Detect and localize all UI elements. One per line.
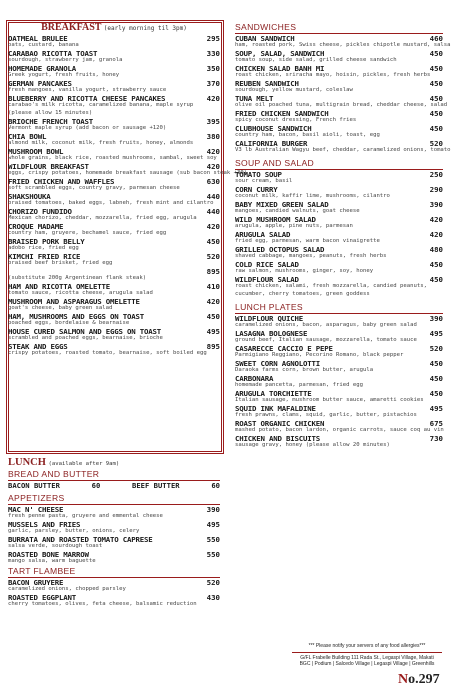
menu-item <box>8 328 220 335</box>
menu-item <box>235 80 443 87</box>
menu-item <box>235 216 443 223</box>
menu-item-name: WILDFLOUR BREAKFAST <box>8 161 89 171</box>
menu-item-description: olive oil poached tuna, multigrain bread, cheddar cheese, salad <box>235 101 448 108</box>
menu-item-description: almond milk, coconut milk, fresh fruits, honey, almonds <box>8 139 194 146</box>
menu-item-description: soft scrambled eggs, country gravy, parmesan cheese <box>8 184 180 191</box>
breakfast-list <box>8 34 248 356</box>
menu-item-name: COLD RICE SALAD <box>235 259 299 269</box>
menu-item-name: CHICKEN AND BISCUITS <box>235 433 320 443</box>
menu-item-price: 390 <box>206 505 220 514</box>
menu-item-name: BABY MIXED GREEN SALAD <box>235 199 329 209</box>
menu-item-name: CARBONARA <box>235 373 274 383</box>
menu-item-price: 520 <box>429 138 443 148</box>
menu-item-price: 480 <box>429 244 443 254</box>
menu-item-name: HAM AND RICOTTA OMELETTE <box>8 281 110 291</box>
menu-item-price: 895 <box>206 341 220 351</box>
menu-item <box>8 35 220 42</box>
menu-item <box>235 110 443 117</box>
menu-item-name: HAM, MUSHROOMS AND EGGS ON TOAST <box>8 311 144 321</box>
menu-item-description: salsa verde, sourdough toast <box>8 542 103 549</box>
menu-item-price: 295 <box>206 34 220 43</box>
breakfast-heading <box>8 22 220 33</box>
menu-item-name: STEAK AND EGGS <box>8 341 68 351</box>
menu-item-description: sour cream, basil <box>235 177 293 184</box>
menu-item-name: BRAISED PORK BELLY <box>8 236 85 246</box>
menu-item <box>235 435 443 442</box>
lunch-title: LUNCH <box>8 457 46 468</box>
allergy-note: *** Please notify your servers of any food allergies*** <box>308 643 426 649</box>
menu-item-name: FRIED CHICKEN SANDWICH <box>235 108 329 118</box>
menu-item-price: 390 <box>429 199 443 209</box>
menu-item <box>8 253 220 260</box>
menu-item <box>8 313 220 320</box>
menu-item-description: country ham, bacon, basil aioli, toast, egg <box>235 131 380 138</box>
menu-item <box>8 65 220 72</box>
menu-item-name: GERMAN PANCAKES <box>8 78 72 88</box>
menu-item-description: Greek yogurt, fresh fruits, honey <box>8 71 120 78</box>
menu-item-price: 450 <box>429 274 443 284</box>
menu-item-name: ROASTED EGGPLANT <box>8 592 76 602</box>
menu-item-price: 395 <box>206 116 220 126</box>
menu-item-name: FRIED CHICKEN AND WAFFLES <box>8 176 115 186</box>
menu-item-name: HOUSE CURED SALMON AND EGGS ON TOAST <box>8 326 161 336</box>
menu-item-price: 420 <box>206 221 220 231</box>
menu-item <box>8 148 220 155</box>
menu-item-price: 550 <box>206 549 220 559</box>
menu-item-description: cherry tomatoes, olives, feta cheese, balsamic reduction <box>8 600 197 607</box>
menu-item-name: HOMEMADE GRANOLA <box>8 63 76 73</box>
lunch-column <box>8 454 220 609</box>
menu-item <box>235 345 443 352</box>
menu-item-name: CHICKEN SALAD BANH MI <box>235 63 325 73</box>
menu-item <box>235 140 443 147</box>
bread-item-1-price: 60 <box>91 481 101 490</box>
address: G/FL Frabelle Building 111 Rada St., Legaspi Village, Makati <box>300 654 434 661</box>
tart-list <box>8 579 220 608</box>
menu-item-name: ROAST ORGANIC CHICKEN <box>235 418 325 428</box>
menu-item-name: TOMATO SOUP <box>235 169 282 179</box>
menu-item-price: 420 <box>206 93 220 103</box>
menu-item-description: fresh penne pasta, gruyere and emmental cheese <box>8 513 163 519</box>
menu-item-description: braised tomatoes, baked eggs, labneh, fresh mint and cilantro <box>8 199 214 206</box>
sandwiches-list <box>235 34 451 153</box>
menu-item-price: 370 <box>206 78 220 88</box>
menu-item-description: oats, custard, banana <box>8 42 79 48</box>
menu-item-description: tomato sauce, ricotta cheese, arugula salad <box>8 289 153 296</box>
menu-item-price: 420 <box>206 146 220 156</box>
breakfast-title: BREAKFAST <box>41 22 102 33</box>
menu-item-name: SWEET CORN AGNOLOTTI <box>235 358 320 368</box>
menu-item-price: 440 <box>206 191 220 201</box>
menu-item-price: 495 <box>206 519 220 529</box>
menu-item-description: Parmigiano Reggiano, Pecorino Romano, black pepper <box>235 351 404 358</box>
menu-item-name: CLUBHOUSE SANDWICH <box>235 123 312 133</box>
lunch-note: (available after 9am) <box>48 461 120 467</box>
menu-item <box>8 506 220 513</box>
menu-item-name: KIMCHI FRIED RICE <box>8 251 81 261</box>
menu-item-name: CASARECCE CACCIO E PEPE <box>235 343 333 353</box>
menu-number <box>398 672 440 688</box>
menu-item <box>235 261 443 268</box>
menu-item <box>8 50 220 57</box>
menu-item-price: 495 <box>206 326 220 336</box>
menu-item <box>235 50 443 57</box>
menu-item-description: roast chicken, sriracha mayo, hoisin, pickles, fresh herbs <box>235 71 431 78</box>
menu-item-price: 410 <box>206 281 220 291</box>
menu-item-name: WILD MUSHROOM SALAD <box>235 214 316 224</box>
soup-heading: SOUP AND SALAD <box>235 158 443 170</box>
menu-item-price: 420 <box>206 296 220 306</box>
menu-item-description: tomato soup, side salad, grilled cheese sandwich <box>235 56 397 63</box>
menu-item <box>235 65 443 72</box>
menu-item-name: CHORIZO FUNDIDO <box>8 206 72 216</box>
menu-item-price: 730 <box>429 433 443 443</box>
menu-item-description: coconut milk, kaffir lime, mushrooms, cilantro <box>235 192 390 199</box>
menu-item-description: mashed potato, bacon lardon, organic carrots, sauce coq au vin <box>235 426 444 433</box>
menu-item-price: 450 <box>429 373 443 383</box>
menu-item-name: TUNA MELT <box>235 93 274 103</box>
menu-item <box>8 80 220 87</box>
appetizers-list <box>8 506 220 565</box>
menu-item-description: mangoes, candied walnuts, goat cheese <box>235 207 360 214</box>
menu-item-name: WILDFLOUR QUICHE <box>235 313 303 323</box>
menu-item-name: MUSHROOM BOWL <box>8 146 64 156</box>
menu-item <box>235 375 443 382</box>
menu-item-price: 895 <box>206 266 220 276</box>
menu-item-price: 440 <box>206 206 220 216</box>
menu-item-price: 460 <box>429 34 443 43</box>
menu-item-price: 450 <box>206 236 220 246</box>
menu-item-description: sourdough, yellow mustard, coleslaw <box>235 86 353 93</box>
menu-item-name: CHIA BOWL <box>8 131 47 141</box>
menu-item-description: Daraoka farms corn, brown butter, arugula <box>235 366 374 373</box>
menu-item <box>8 238 220 245</box>
menu-item <box>235 171 443 178</box>
breakfast-column <box>8 22 248 358</box>
right-column <box>235 22 451 450</box>
menu-item-price: 450 <box>206 311 220 321</box>
menu-item-name: BRIOCHE FRENCH TOAST <box>8 116 93 126</box>
menu-item-description: crispy potatoes, roasted tomato, bearnaise, soft boiled egg <box>8 349 207 356</box>
menu-item-description: adobo rice, fried egg <box>8 244 79 251</box>
menu-item <box>8 193 220 200</box>
menu-item-price: 330 <box>206 48 220 58</box>
menu-item-price: 675 <box>429 418 443 428</box>
menu-item-description: whole grains, black rice, roasted mushrooms, sambal, sweet soy <box>8 154 217 161</box>
menu-item-price: 450 <box>429 123 443 133</box>
menu-item <box>8 579 220 586</box>
menu-item <box>235 201 443 208</box>
menu-item <box>235 390 443 397</box>
menu-item-description: fresh mangoes, vanilla yogurt, strawberry sauce <box>8 86 167 93</box>
menu-item-name: SQUID INK MAFALDINE <box>235 403 316 413</box>
menu-item <box>235 95 443 102</box>
menu-item-name: OATMEAL BRULEE <box>8 34 68 43</box>
menu-item <box>8 178 220 185</box>
menu-item-description: mango salsa, warm baguette <box>8 557 96 564</box>
menu-item-description: garlic, parsley, butter, onions, celery <box>8 527 140 534</box>
bread-item-2-price: 60 <box>211 481 220 490</box>
menu-item-name: BACON GRUYERE <box>8 577 64 587</box>
menu-item-description: caramelized onions, chopped parsley <box>8 585 126 592</box>
menu-item-price: 450 <box>429 358 443 368</box>
menu-item-name: ARUGULA TORCHIETTE <box>235 388 312 398</box>
menu-item-name: MUSHROOM AND ASPARAGUS OMELETTE <box>8 296 140 306</box>
menu-item-price: 450 <box>429 93 443 103</box>
menu-item-description: ground beef, Italian sausage, mozzarella, tomato sauce <box>235 336 417 343</box>
appetizers-heading: APPETIZERS <box>8 493 220 505</box>
menu-item-description: scrambled and poached eggs, bearnaise, brioche <box>8 334 163 341</box>
menu-item-description: fried egg, parmesan, warm bacon vinaigrette <box>235 237 380 244</box>
menu-item-description: braised beef brisket, fried egg <box>8 259 113 266</box>
menu-item <box>8 343 220 350</box>
menu-item-name: CROQUE MADAME <box>8 221 64 231</box>
bread-heading: BREAD AND BUTTER <box>8 469 220 481</box>
menu-item-price: 550 <box>206 534 220 544</box>
menu-item <box>235 35 443 42</box>
menu-item-price: 520 <box>206 577 220 587</box>
menu-item-description: homemade pancetta, parmesan, fried egg <box>235 381 363 388</box>
footer-divider <box>292 652 442 653</box>
footer <box>292 643 442 668</box>
menu-item <box>8 268 220 275</box>
menu-item-price: 450 <box>429 78 443 88</box>
menu-item-price: 430 <box>206 592 220 602</box>
menu-item-price: 520 <box>206 251 220 261</box>
menu-item-description: caramelized onions, bacon, asparagus, baby green salad <box>235 321 417 328</box>
menu-item-name: CALIFORNIA BURGER <box>235 138 308 148</box>
menu-item-name: CUBAN SANDWICH <box>235 34 295 43</box>
menu-item <box>235 315 443 322</box>
menu-item <box>235 405 443 412</box>
bread-item-1-name: BACON BUTTER <box>8 481 60 490</box>
menu-item <box>8 283 220 290</box>
menu-item <box>8 298 220 305</box>
menu-item <box>8 95 220 102</box>
menu-item-description: shaved cabbage, mangoes, peanuts, fresh herbs <box>235 252 387 259</box>
bread-row <box>8 482 220 490</box>
menu-item-name: GRILLED OCTOPUS SALAD <box>235 244 325 254</box>
menu-item <box>235 276 443 283</box>
menu-item-description: V3 lb Australian Wagyu beef, cheddar, caramelized onions, tomato <box>235 146 451 153</box>
menu-item-price: 495 <box>429 403 443 413</box>
menu-item-description: raw salmon, mushrooms, ginger, soy, honey <box>235 267 374 274</box>
menu-item-description: sausage gravy, honey (please allow 20 minutes) <box>235 441 390 448</box>
menu-item <box>8 536 220 543</box>
menu-item-price: 450 <box>429 108 443 118</box>
tart-heading: TART FLAMBEE <box>8 566 220 578</box>
menu-item-name: REUBEN SANDWICH <box>235 78 299 88</box>
menu-item-name: ROASTED BONE MARROW <box>8 549 89 559</box>
menu-item-name: SOUP, SALAD, SANDWICH <box>235 48 325 58</box>
menu-item-description: goat's cheese, baby green salad <box>8 304 113 311</box>
menu-item <box>235 231 443 238</box>
menu-item-name: CARABAO RICOTTA TOAST <box>8 48 98 58</box>
menu-item <box>8 223 220 230</box>
menu-item-name: CORN CURRY <box>235 184 278 194</box>
menu-item-name: MUSSELS AND FRIES <box>8 519 81 529</box>
bread-item-2-name: BEEF BUTTER <box>132 481 180 490</box>
sandwiches-heading: SANDWICHES <box>235 22 443 34</box>
menu-item <box>235 125 443 132</box>
menu-item-price: 520 <box>429 343 443 353</box>
menu-item-price: 250 <box>429 169 443 179</box>
menu-item-description: roast chicken, salami, fresh mozzarella, candied peanuts, <box>235 282 427 289</box>
menu-item-description: spicy coconut dressing, French fries <box>235 116 357 123</box>
menu-item <box>235 246 443 253</box>
menu-item <box>8 521 220 528</box>
menu-item-description: Vermont maple syrup (add bacon or sausage +120) <box>8 124 167 131</box>
menu-item-description: (please allow 15 minutes) <box>8 109 93 116</box>
menu-item-price: 350 <box>206 63 220 73</box>
menu-item-price: 450 <box>429 388 443 398</box>
menu-item-price: 450 <box>429 63 443 73</box>
menu-item-name: BURRATA AND ROASTED TOMATO CAPRESE <box>8 534 153 544</box>
menu-item-name: WILDFLOUR SALAD <box>235 274 299 284</box>
menu-item-name: BLUEBERRY AND RICOTTA CHEESE PANCAKES <box>8 93 166 103</box>
menu-number-dot: o. <box>408 672 419 687</box>
menu-item <box>8 594 220 601</box>
breakfast-note: (early morning til 3pm) <box>103 25 187 32</box>
menu-item-price: 420 <box>429 229 443 239</box>
menu-item-price: 420 <box>429 214 443 224</box>
lunch-heading <box>8 457 220 468</box>
menu-item <box>235 330 443 337</box>
lunchplates-heading: LUNCH PLATES <box>235 302 443 314</box>
menu-number-value: 297 <box>418 672 440 687</box>
menu-item-price: 290 <box>429 184 443 194</box>
menu-item <box>8 118 220 125</box>
menu-item-description: (substitute 200g Argentinean flank steak) <box>8 274 147 281</box>
menu-item-price: 630 <box>206 176 220 186</box>
soup-list <box>235 171 443 297</box>
menu-item-description: carabao's milk ricotta, caramelized banana, maple syrup <box>8 101 194 108</box>
menu-item <box>8 133 220 140</box>
menu-item-name: MAC N' CHEESE <box>8 505 64 514</box>
menu-item-description: poached eggs, bordelaise & bearnaise <box>8 319 130 326</box>
menu-item-price: 380 <box>206 131 220 141</box>
menu-item-name: LASAGNA BOLOGNESE <box>235 328 308 338</box>
menu-item <box>235 360 443 367</box>
menu-item-description: arugula, apple, pine nuts, parmesan <box>235 222 353 229</box>
menu-item-description: eggs, crispy potatoes, homemade breakfast sausage (sub bacon steak +30) <box>8 169 248 176</box>
menu-item-price: 450 <box>429 259 443 269</box>
menu-item-description: ham, roasted pork, Swiss cheese, pickles chipotle mustard, salsa <box>235 42 451 48</box>
menu-item <box>8 163 220 170</box>
menu-item-description: country ham, gruyere, bechamel sauce, fried egg <box>8 229 167 236</box>
menu-item-price: 390 <box>429 313 443 323</box>
menu-item-name: ARUGULA SALAD <box>235 229 291 239</box>
menu-item <box>235 186 443 193</box>
menu-item-name: SHAKSHOUKA <box>8 191 51 201</box>
menu-item-price: 450 <box>429 48 443 58</box>
menu-item <box>235 420 443 427</box>
menu-item-description: fresh prawns, clams, squid, garlic, butter, pistachios <box>235 411 417 418</box>
menu-item <box>8 208 220 215</box>
lunchplates-list <box>235 315 443 448</box>
menu-item-description: Mexican chorizo, cheddar, mozzarella, fried egg, arugula <box>8 214 197 221</box>
menu-item-description: Italian sausage, mushroom butter sauce, amaretti cookies <box>235 396 424 403</box>
menu-item-description: cucumber, cherry tomatoes, green goddess <box>235 290 370 297</box>
menu-item-price: 495 <box>429 328 443 338</box>
branches: BGC | Podium | Salcedo Village | Legaspi Village | Greenhills <box>299 661 435 667</box>
menu-item <box>8 551 220 558</box>
menu-item-price: 420 <box>206 161 220 171</box>
menu-item-description: sourdough, strawberry jam, granola <box>8 56 123 63</box>
menu-number-prefix: N <box>398 672 409 687</box>
